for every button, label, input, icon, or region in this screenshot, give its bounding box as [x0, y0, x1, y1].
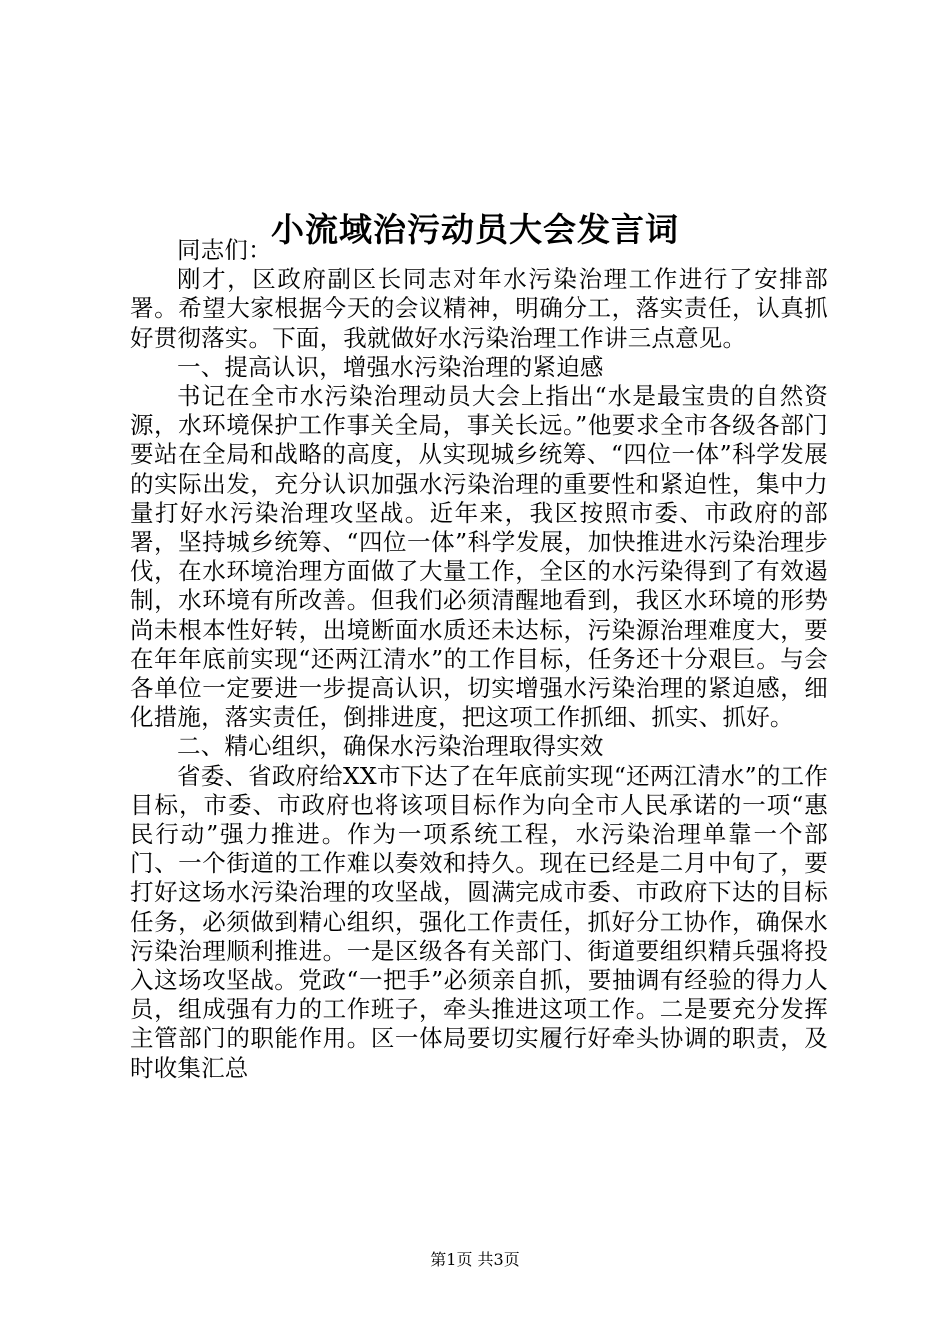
paragraph-section-2: 省委、省政府给XX市下达了在年底前实现“还两江清水”的工作目标，市委、市政府也将该项目标作为向全市人民承诺的一项“惠民行动”强力推进。作为一项系统工程，水污染治理单靠一个部门、一个街道的工作难以奏效和持久。现在已经是二月中旬了，要打好这场水污染治理的攻坚战，圆满完成市委、市政府下达的目标任务，必须做到精心组织，强化工作责任，抓好分工协作，确保水污染治理顺利推进。一是区级各有关部门、街道要组织精兵强将投入这场攻坚战。党政“一把手”必须亲自抓，要抽调有经验的得力人员，组成强有力的工作班子，牵头推进这项工作。二是要充分发挥主管部门的职能作用。区一体局要切实履行好牵头协调的职责，及时收集汇总 [130, 761, 828, 1082]
document-body [130, 236, 828, 1083]
paragraph-section-1: 书记在全市水污染治理动员大会上指出“水是最宝贵的自然资源，水环境保护工作事关全局，事关长远。”他要求全市各级各部门要站在全局和战略的高度，从实现城乡统筹、“四位一体”科学发展的实际出发，充分认识加强水污染治理的重要性和紧迫性，集中力量打好水污染治理攻坚战。近年来，我区按照市委、市政府的部署，坚持城乡统筹、“四位一体”科学发展，加快推进水污染治理步伐，在水环境治理方面做了大量工作，全区的水污染得到了有效遏制，水环境有所改善。但我们必须清醒地看到，我区水环境的形势尚未根本性好转，出境断面水质还未达标，污染源治理难度大，要在年年底前实现“还两江清水”的工作目标，任务还十分艰巨。与会各单位一定要进一步提高认识，切实增强水污染治理的紧迫感，细化措施，落实责任，倒排进度，把这项工作抓细、抓实、抓好。 [130, 382, 828, 732]
document-title: 小流域治污动员大会发言词 [271, 210, 679, 250]
paragraph-intro: 刚才，区政府副区长同志对年水污染治理工作进行了安排部署。希望大家根据今天的会议精神，明确分工，落实责任，认真抓好贯彻落实。下面，我就做好水污染治理工作讲三点意见。 [130, 265, 828, 352]
section-heading-1: 一、提高认识，增强水污染治理的紧迫感 [177, 352, 604, 381]
page-footer: 第1页 共3页 [430, 1250, 520, 1269]
salutation: 同志们： [177, 236, 272, 264]
section-heading-2: 二、精心组织，确保水污染治理取得实效 [177, 732, 604, 761]
